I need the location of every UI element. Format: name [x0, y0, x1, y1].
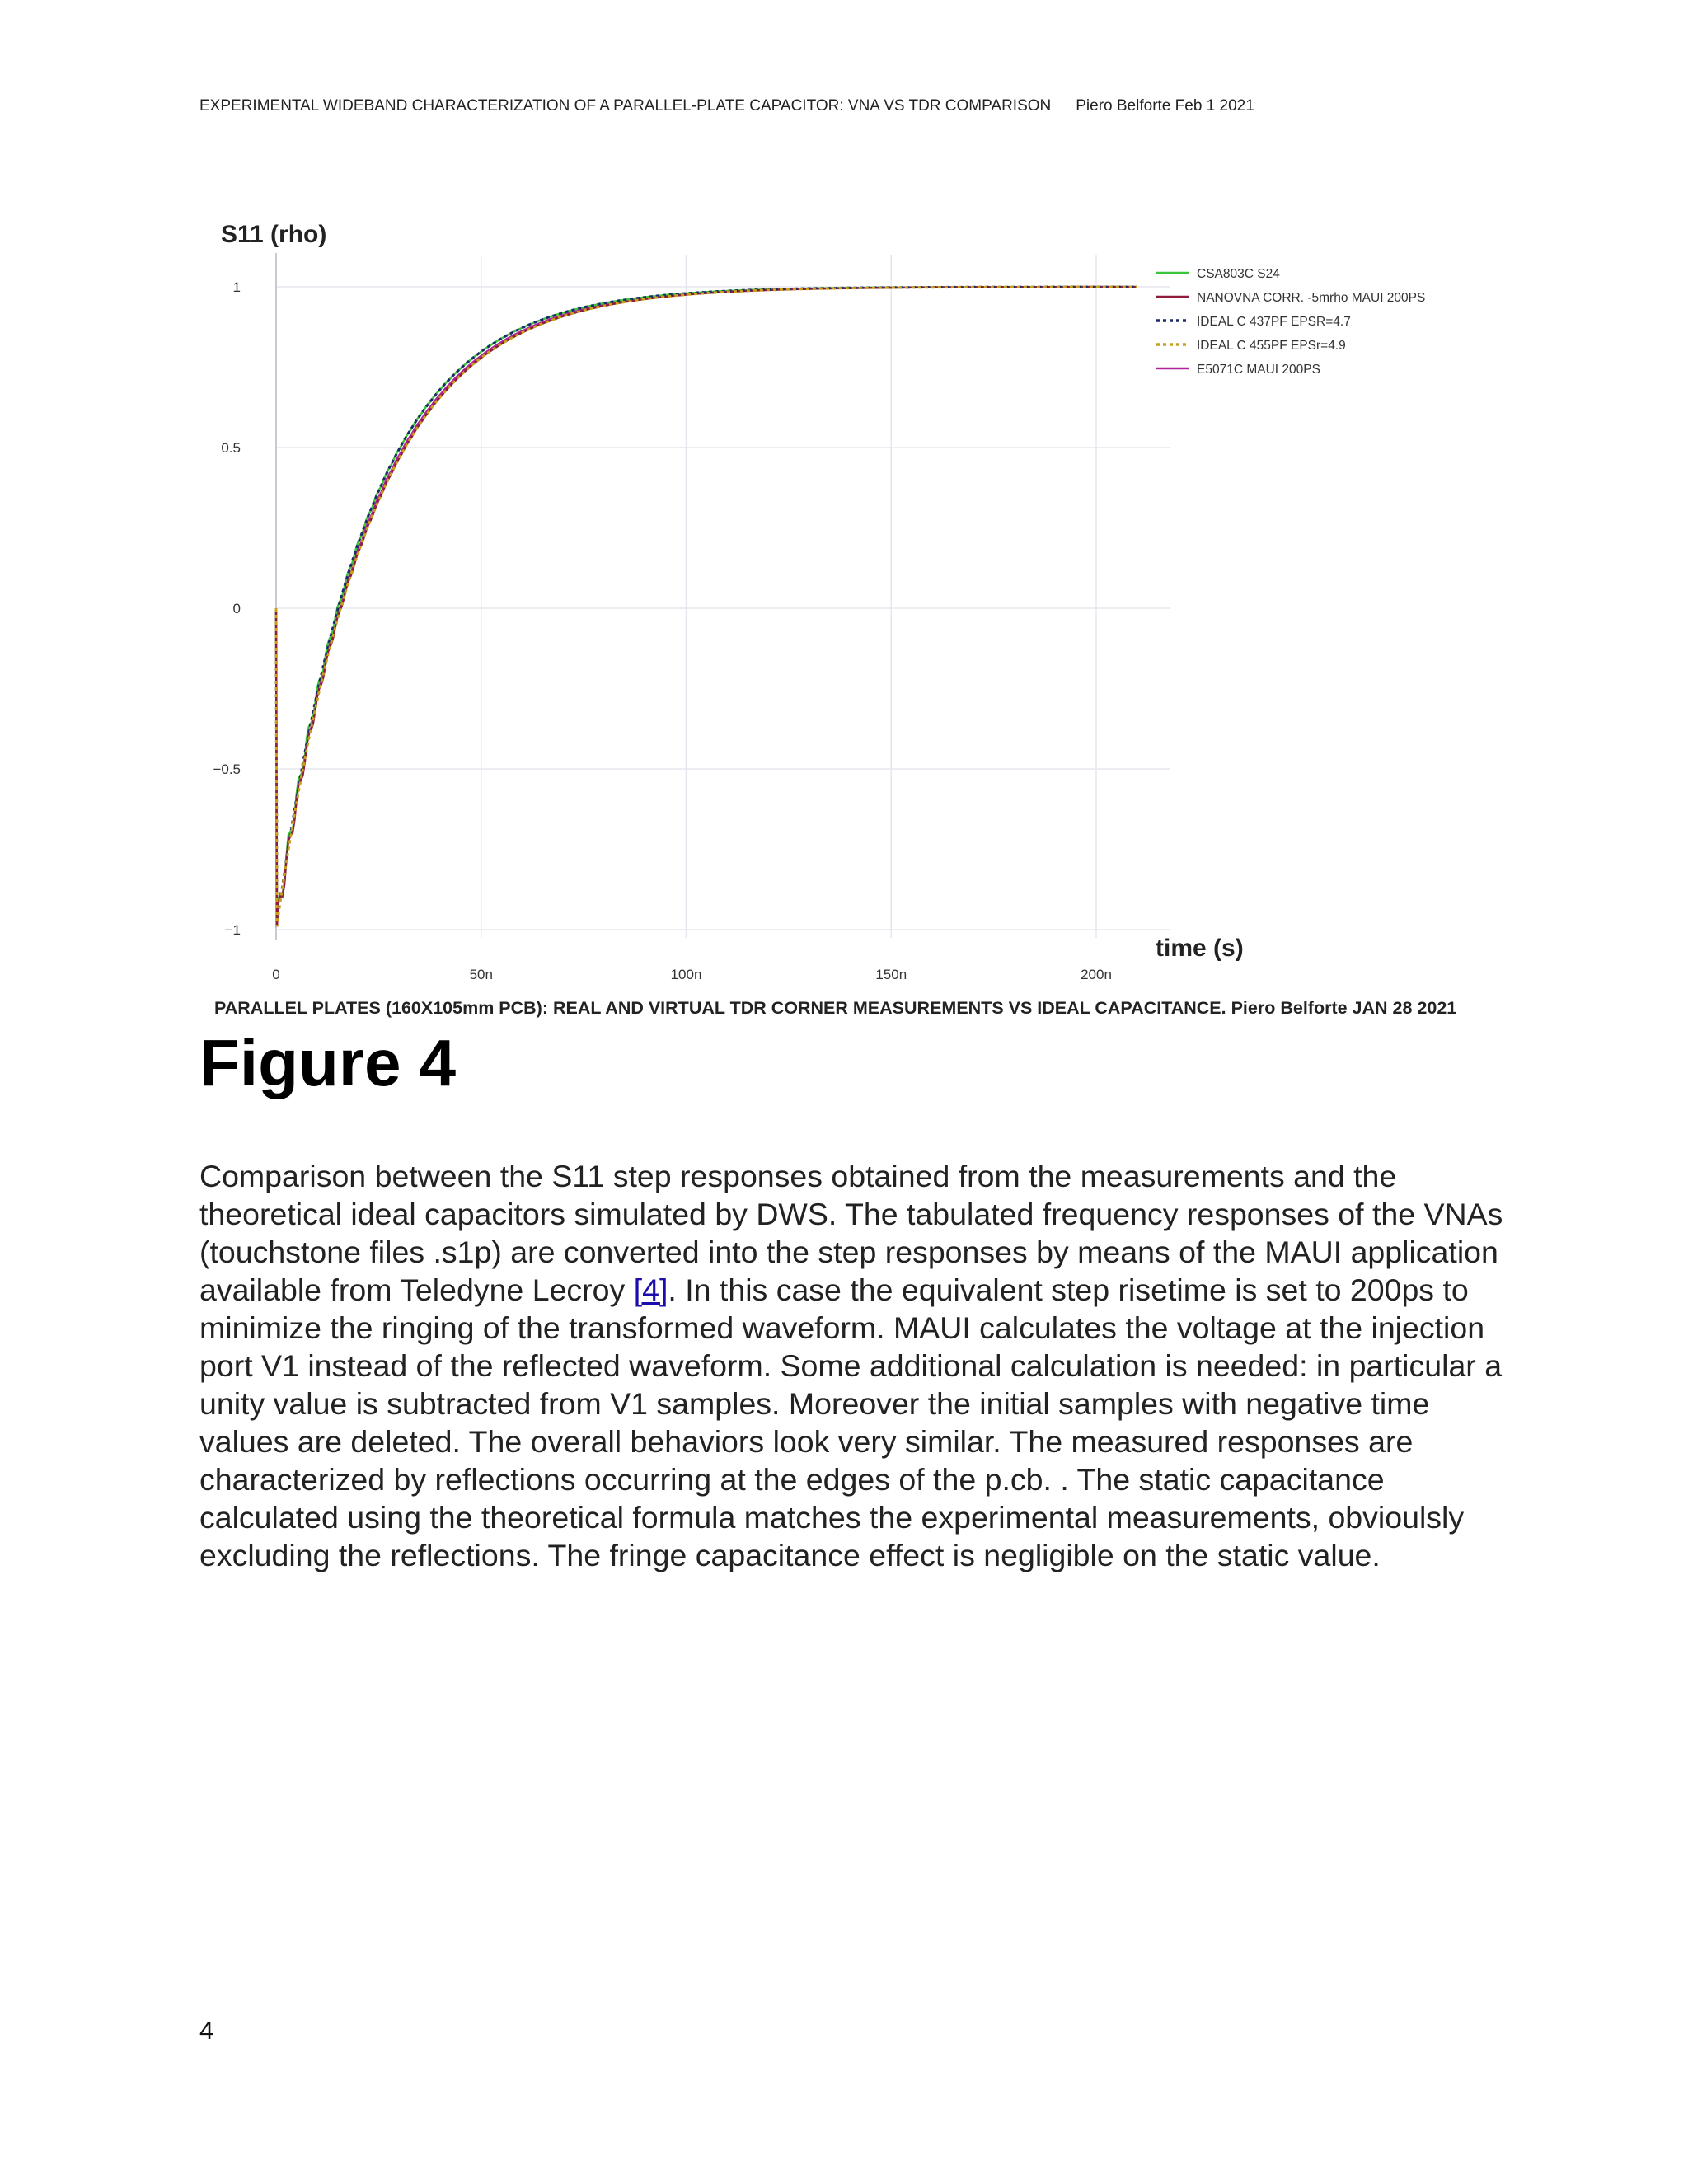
chart-series	[276, 287, 1137, 926]
y-tick-label: −1	[224, 922, 241, 938]
x-tick-label: 150n	[875, 967, 907, 982]
paper-title: EXPERIMENTAL WIDEBAND CHARACTERIZATION OF A PARALLEL-PLATE CAPACITOR: VNA VS TDR COMPARISON	[199, 97, 1052, 115]
page-number: 4	[199, 2016, 214, 2045]
x-tick-label: 50n	[469, 967, 493, 982]
body-text-part2: . In this case the equivalent step risetime is set to 200ps to minimize the ringing of the transformed waveform. MAUI calculates the voltage at the injection port V1 instead of the reflected waveform. Some additional calculation is needed: in particular a unity value is subtracted from V1 samples. Moreover the initial samples with negative time values are deleted. The overall behaviors look very similar. The measured responses are characterized by reflections occurring at the edges of the p.cb. . The static capacitance calculated using the theoretical formula matches the experimental measurements, obvioulsly excluding the reflections. The fringe capacitance effect is negligible on the static value.	[199, 1272, 1503, 1572]
series-line-4	[276, 287, 1137, 926]
legend-label: E5071C MAUI 200PS	[1197, 363, 1320, 377]
y-axis-label: S11 (rho)	[221, 221, 327, 248]
running-header	[199, 97, 1601, 115]
series-line-0	[276, 287, 1137, 926]
series-line-2	[276, 287, 1137, 926]
body-paragraph	[199, 1157, 1518, 1574]
chart-legend	[1156, 267, 1425, 377]
chart-axes	[213, 253, 1111, 982]
legend-label: IDEAL C 437PF EPSR=4.7	[1197, 315, 1351, 329]
y-tick-label: 0.5	[221, 440, 241, 456]
figure-chart	[198, 216, 1484, 1032]
x-tick-label: 0	[272, 967, 280, 982]
y-tick-label: −0.5	[213, 762, 241, 777]
chart-grid	[276, 255, 1170, 938]
figure-label: Figure 4	[199, 1026, 457, 1099]
body-text-part1: Comparison between the S11 step responses obtained from the measurements and the theoretical ideal capacitors simulated by DWS. The tabulated frequency responses of the VNAs (touchstone files .s1p) are converted into the step responses by means of the MAUI application available from Teledyne Lecroy	[199, 1159, 1503, 1307]
s11-chart	[198, 216, 1484, 1032]
legend-label: CSA803C S24	[1197, 267, 1280, 281]
y-tick-label: 0	[232, 601, 241, 616]
figure-caption: PARALLEL PLATES (160X105mm PCB): REAL AND VIRTUAL TDR CORNER MEASUREMENTS VS IDEAL CAPACITANCE. Piero Belforte JAN 28 2021	[214, 998, 1457, 1018]
x-axis-label: time (s)	[1156, 935, 1244, 962]
x-tick-label: 200n	[1081, 967, 1112, 982]
reference-link[interactable]: [4]	[633, 1272, 668, 1307]
legend-label: NANOVNA CORR. -5mrho MAUI 200PS	[1197, 291, 1426, 305]
author-date: Piero Belforte Feb 1 2021	[1076, 97, 1254, 115]
series-line-1	[276, 287, 1137, 926]
x-tick-label: 100n	[670, 967, 702, 982]
legend-label: IDEAL C 455PF EPSr=4.9	[1197, 339, 1346, 353]
y-tick-label: 1	[232, 279, 241, 295]
series-line-3	[276, 287, 1137, 926]
